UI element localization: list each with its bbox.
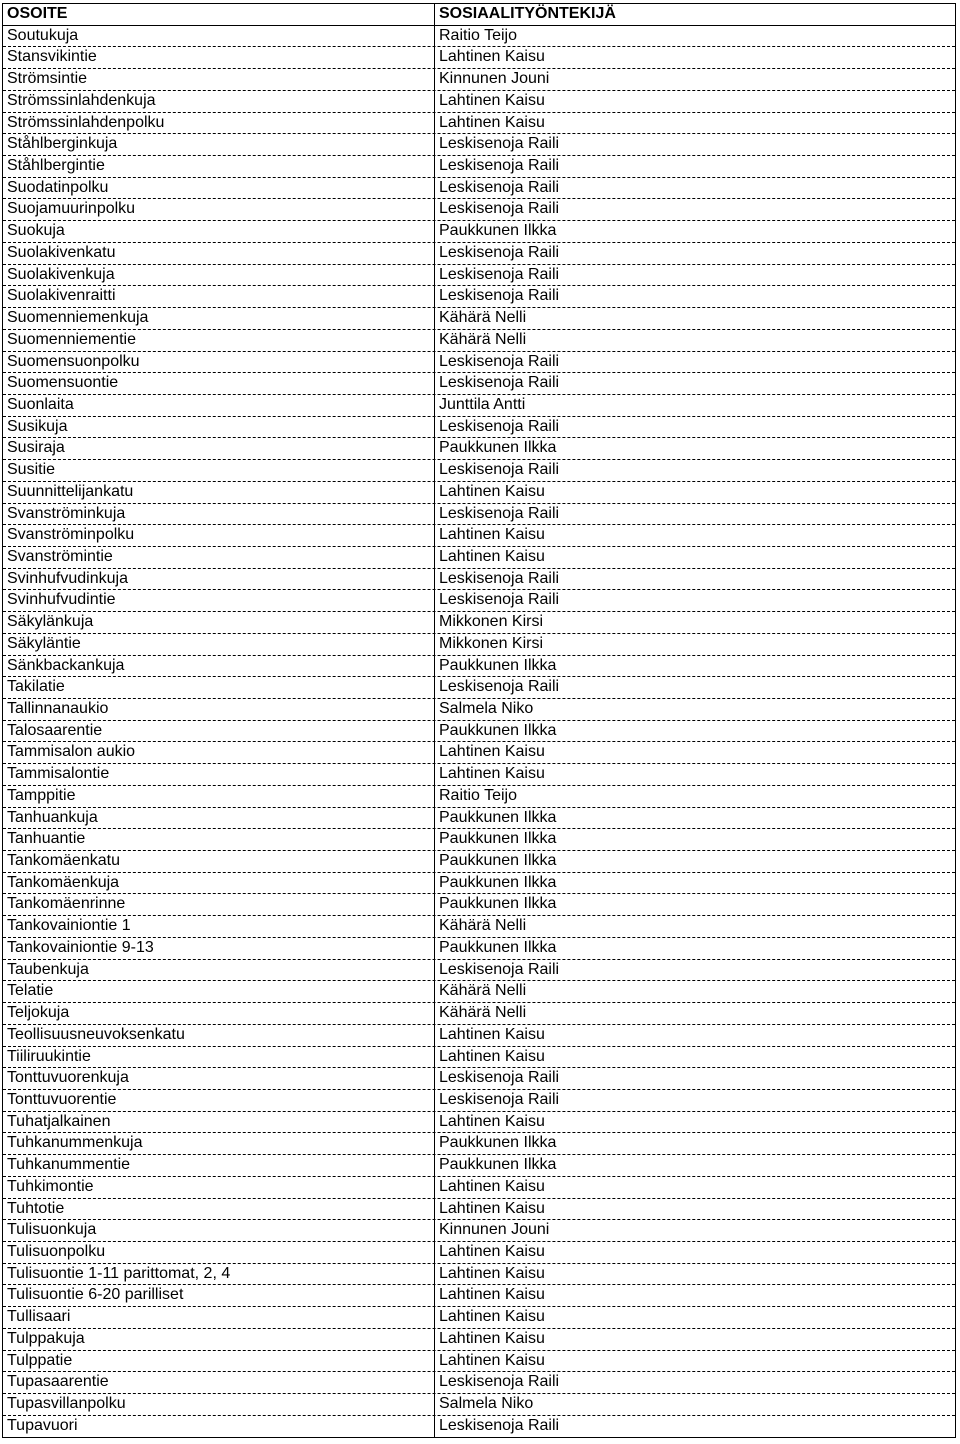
table-row [3,482,955,504]
address-cell: Suonlaita [3,395,435,416]
address-cell: Stansvikintie [3,47,435,68]
social-worker-cell: Leskisenoja Raili [439,265,560,283]
address-cell: Tankovainiontie 1 [3,916,435,937]
social-worker-cell: Kinnunen Jouni [439,1221,550,1239]
address-cell: Tulppatie [3,1351,435,1372]
table-row [3,1307,955,1329]
address-cell: Suomensuontie [3,373,435,394]
table-row [3,1329,955,1351]
table-row [3,851,955,873]
address-cell: Sänkbackankuja [3,656,435,677]
table-row [3,286,955,308]
social-worker-cell: Raitio Teijo [439,26,517,44]
social-worker-cell: Leskisenoja Raili [439,374,560,392]
social-worker-cell: Lahtinen Kaisu [439,1199,545,1217]
table-row [3,569,955,591]
social-worker-cell: Paukkunen Ilkka [439,830,557,848]
table-row [3,525,955,547]
table-row [3,69,955,91]
social-worker-cell: Kähärä Nelli [439,1004,527,1022]
social-worker-cell: Lahtinen Kaisu [439,1047,545,1065]
address-cell: Tiiliruukintie [3,1047,435,1068]
table-row [3,634,955,656]
address-cell: Tallinnanaukio [3,699,435,720]
social-worker-cell: Leskisenoja Raili [439,569,560,587]
social-worker-cell: Lahtinen Kaisu [439,526,545,544]
table-row [3,829,955,851]
table-row [3,1025,955,1047]
table-row [3,808,955,830]
social-worker-cell: Paukkunen Ilkka [439,852,557,870]
header-address: OSOITE [3,4,435,25]
address-cell: Tulisuonpolku [3,1242,435,1263]
address-cell: Svinhufvudinkuja [3,569,435,590]
address-cell: Svanströminpolku [3,525,435,546]
social-worker-cell: Paukkunen Ilkka [439,895,557,913]
address-cell: Tulisuonkuja [3,1220,435,1241]
table-row [3,330,955,352]
address-cell: Tankomäenkuja [3,873,435,894]
address-cell: Tuhkanummenkuja [3,1133,435,1154]
social-worker-cell: Paukkunen Ilkka [439,938,557,956]
address-cell: Tonttuvuorenkuja [3,1068,435,1089]
address-cell: Suomenniementie [3,330,435,351]
social-worker-cell: Leskisenoja Raili [439,243,560,261]
table-row [3,677,955,699]
table-row [3,1394,955,1416]
table-header-row [3,4,955,26]
address-cell: Telatie [3,981,435,1002]
address-cell: Tammisalon aukio [3,742,435,763]
address-cell: Tuhtotie [3,1199,435,1220]
social-worker-cell: Kähärä Nelli [439,309,527,327]
table-row [3,178,955,200]
table-row [3,1416,955,1438]
social-worker-cell: Leskisenoja Raili [439,1416,560,1434]
social-worker-cell: Salmela Niko [439,1395,534,1412]
table-row [3,417,955,439]
address-cell: Teollisuusneuvoksenkatu [3,1025,435,1046]
table-row [3,134,955,156]
table-row [3,612,955,634]
social-worker-cell: Leskisenoja Raili [439,591,560,609]
table-row [3,656,955,678]
social-worker-cell: Lahtinen Kaisu [439,482,545,500]
address-cell: Taubenkuja [3,960,435,981]
social-worker-cell: Leskisenoja Raili [439,157,560,175]
social-worker-cell: Leskisenoja Raili [439,287,560,305]
address-cell: Tupavuori [3,1416,435,1438]
address-cell: Suomensuonpolku [3,352,435,373]
social-worker-cell: Paukkunen Ilkka [439,1134,557,1152]
social-worker-cell: Lahtinen Kaisu [439,1264,545,1282]
social-worker-cell: Lahtinen Kaisu [439,48,545,66]
address-cell: Suodatinpolku [3,178,435,199]
address-cell: Suolakivenkatu [3,243,435,264]
table-row [3,960,955,982]
address-cell: Ståhlberginkuja [3,134,435,155]
social-worker-cell: Lahtinen Kaisu [439,1351,545,1369]
social-worker-cell: Lahtinen Kaisu [439,1112,545,1130]
address-cell: Soutukuja [3,26,435,47]
address-cell: Suunnittelijankatu [3,482,435,503]
social-worker-cell: Lahtinen Kaisu [439,1177,545,1195]
table-row [3,47,955,69]
table-row [3,373,955,395]
address-cell: Tankomäenkatu [3,851,435,872]
table-row [3,243,955,265]
table-row [3,873,955,895]
table-row [3,916,955,938]
address-cell: Tonttuvuorentie [3,1090,435,1111]
address-cell: Teljokuja [3,1003,435,1024]
address-cell: Svanströmintie [3,547,435,568]
social-worker-cell: Kähärä Nelli [439,982,527,1000]
address-cell: Talosaarentie [3,721,435,742]
address-cell: Tanhuantie [3,829,435,850]
social-worker-cell: Leskisenoja Raili [439,678,560,696]
address-cell: Svinhufvudintie [3,590,435,611]
table-row [3,504,955,526]
social-worker-cell: Lahtinen Kaisu [439,91,545,109]
table-row [3,786,955,808]
address-cell: Tankomäenrinne [3,894,435,915]
address-cell: Strömssinlahdenkuja [3,91,435,112]
address-cell: Suolakivenkuja [3,265,435,286]
table-row [3,1242,955,1264]
table-row [3,221,955,243]
social-worker-cell: Leskisenoja Raili [439,504,560,522]
social-worker-cell: Lahtinen Kaisu [439,1329,545,1347]
table-row [3,590,955,612]
table-row [3,1047,955,1069]
social-worker-cell: Leskisenoja Raili [439,960,560,978]
table-row [3,199,955,221]
social-worker-cell: Lahtinen Kaisu [439,1025,545,1043]
table-row [3,1285,955,1307]
address-cell: Tupasvillanpolku [3,1394,435,1415]
table-row [3,1003,955,1025]
social-worker-cell: Paukkunen Ilkka [439,1156,557,1174]
social-worker-cell: Leskisenoja Raili [439,178,560,196]
address-cell: Säkylänkuja [3,612,435,633]
table-row [3,26,955,48]
social-worker-cell: Lahtinen Kaisu [439,113,545,131]
table-row [3,1351,955,1373]
address-cell: Tullisaari [3,1307,435,1328]
address-cell: Susitie [3,460,435,481]
social-worker-cell: Paukkunen Ilkka [439,721,557,739]
table-row [3,1199,955,1221]
social-worker-cell: Leskisenoja Raili [439,1069,560,1087]
address-cell: Susikuja [3,417,435,438]
table-row [3,1155,955,1177]
social-worker-cell: Leskisenoja Raili [439,461,560,479]
address-cell: Suojamuurinpolku [3,199,435,220]
table-row [3,156,955,178]
social-worker-cell: Raitio Teijo [439,786,517,804]
social-worker-cell: Leskisenoja Raili [439,352,560,370]
social-worker-cell: Junttila Antti [439,395,526,413]
table-row [3,113,955,135]
social-worker-cell: Lahtinen Kaisu [439,1242,545,1260]
table-row [3,395,955,417]
table-row [3,460,955,482]
address-cell: Ståhlbergintie [3,156,435,177]
social-worker-cell: Leskisenoja Raili [439,1373,560,1391]
table-row [3,699,955,721]
table-row [3,742,955,764]
table-row [3,547,955,569]
social-worker-cell: Salmela Niko [439,700,534,717]
social-worker-cell: Lahtinen Kaisu [439,1286,545,1304]
address-cell: Suokuja [3,221,435,242]
social-worker-cell: Leskisenoja Raili [439,417,560,435]
address-table [2,3,956,1438]
table-row [3,1372,955,1394]
social-worker-cell: Paukkunen Ilkka [439,222,557,240]
table-row [3,1090,955,1112]
table-row [3,1220,955,1242]
address-cell: Tanhuankuja [3,808,435,829]
social-worker-cell: Leskisenoja Raili [439,135,560,153]
table-row [3,265,955,287]
social-worker-cell: Kähärä Nelli [439,330,527,348]
social-worker-cell: Leskisenoja Raili [439,200,560,218]
table-row [3,894,955,916]
address-cell: Takilatie [3,677,435,698]
address-cell: Säkyläntie [3,634,435,655]
social-worker-cell: Paukkunen Ilkka [439,873,557,891]
table-row [3,438,955,460]
address-cell: Tammisalontie [3,764,435,785]
address-cell: Tupasaarentie [3,1372,435,1393]
social-worker-cell: Leskisenoja Raili [439,1090,560,1108]
address-cell: Susiraja [3,438,435,459]
social-worker-cell: Paukkunen Ilkka [439,656,557,674]
address-cell: Tankovainiontie 9-13 [3,938,435,959]
address-cell: Suolakivenraitti [3,286,435,307]
address-cell: Strömsintie [3,69,435,90]
address-cell: Strömssinlahdenpolku [3,113,435,134]
address-cell: Svanströminkuja [3,504,435,525]
table-row [3,1264,955,1286]
table-row [3,1133,955,1155]
address-cell: Tamppitie [3,786,435,807]
social-worker-cell: Mikkonen Kirsi [439,634,544,652]
social-worker-cell: Kähärä Nelli [439,917,527,935]
header-social-worker: SOSIAALITYÖNTEKIJÄ [439,5,616,22]
table-row [3,938,955,960]
address-cell: Tulisuontie 6-20 parilliset [3,1285,435,1306]
table-row [3,91,955,113]
table-row [3,1177,955,1199]
address-cell: Tulisuontie 1-11 parittomat, 2, 4 [3,1264,435,1285]
table-row [3,352,955,374]
table-row [3,721,955,743]
social-worker-cell: Kinnunen Jouni [439,70,550,88]
address-cell: Tuhkanummentie [3,1155,435,1176]
social-worker-cell: Mikkonen Kirsi [439,613,544,631]
social-worker-cell: Paukkunen Ilkka [439,808,557,826]
table-row [3,308,955,330]
address-cell: Tuhatjalkainen [3,1112,435,1133]
address-cell: Tuhkimontie [3,1177,435,1198]
address-cell: Suomenniemenkuja [3,308,435,329]
social-worker-cell: Paukkunen Ilkka [439,439,557,457]
social-worker-cell: Lahtinen Kaisu [439,547,545,565]
table-row [3,1112,955,1134]
address-cell: Tulppakuja [3,1329,435,1350]
table-row [3,981,955,1003]
table-row [3,1068,955,1090]
social-worker-cell: Lahtinen Kaisu [439,743,545,761]
social-worker-cell: Lahtinen Kaisu [439,1308,545,1326]
table-row [3,764,955,786]
social-worker-cell: Lahtinen Kaisu [439,765,545,783]
